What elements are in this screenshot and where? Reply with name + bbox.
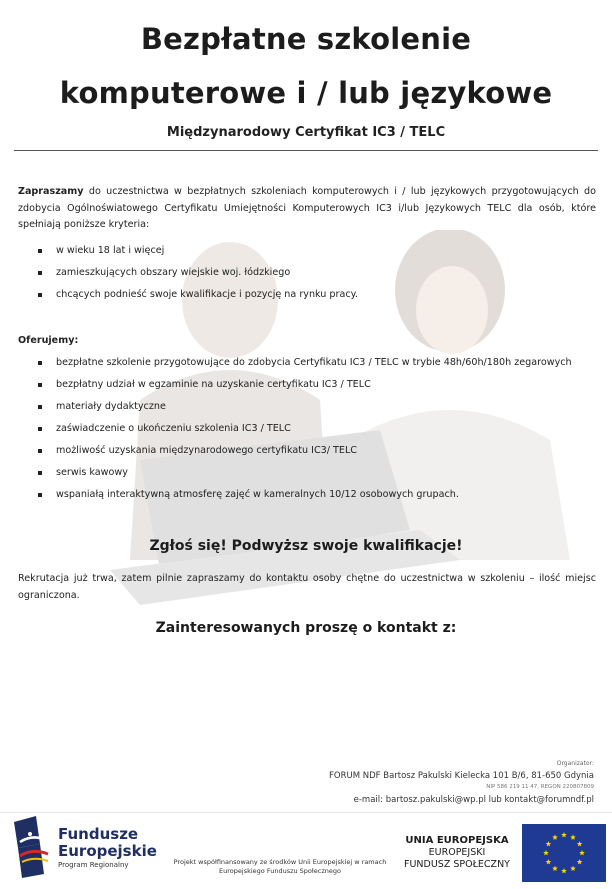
- fe-line1: Fundusze: [58, 825, 139, 843]
- organizer-address: FORUM NDF Bartosz Pakulski Kielecka 101 B/6, 81-650 Gdynia: [329, 771, 594, 781]
- list-item: bezpłatne szkolenie przygotowujące do zdobycia Certyfikatu IC3 / TELC w trybie 48h/60h/180h zegarowych: [38, 352, 598, 374]
- criteria-list: [38, 240, 598, 306]
- organizer-label: Organizator:: [556, 760, 594, 767]
- list-item: wspaniałą interaktywną atmosferę zajęć w kameralnych 10/12 osobowych grupach.: [38, 484, 598, 506]
- header-divider: [14, 150, 598, 151]
- eu-line3: FUNDUSZ SPOŁECZNY: [404, 859, 510, 870]
- intro-paragraph: [18, 184, 596, 234]
- page-title-line1: Bezpłatne szkolenie: [140, 22, 472, 56]
- contact-heading: Zainteresowanych proszę o kontakt z:: [155, 620, 457, 636]
- page-subtitle: Międzynarodowy Certyfikat IC3 / TELC: [166, 125, 446, 140]
- fundusze-europejskie-logo-icon: [10, 814, 52, 880]
- list-item: materiały dydaktyczne: [38, 396, 598, 418]
- fundusze-europejskie-text: [58, 826, 157, 869]
- list-item: w wieku 18 lat i więcej: [38, 240, 598, 262]
- list-item: serwis kawowy: [38, 462, 598, 484]
- organizer-email: e-mail: bartosz.pakulski@wp.pl lub kontakt@forumndf.pl: [353, 795, 594, 805]
- call-to-action: Zgłoś się! Podwyższ swoje kwalifikacje!: [149, 538, 463, 554]
- list-item: bezpłatny udział w egzaminie na uzyskanie certyfikatu IC3 / TELC: [38, 374, 598, 396]
- project-note: Projekt współfinansowany ze środków Unii Europejskiej w ramach Europejskiego Funduszu Społecznego: [173, 858, 387, 875]
- eu-text: [398, 834, 516, 871]
- eu-line2: EUROPEJSKI: [428, 847, 486, 858]
- list-item: chcących podnieść swoje kwalifikacje i pozycję na rynku pracy.: [38, 284, 598, 306]
- list-item: możliwość uzyskania międzynarodowego certyfikatu IC3/ TELC: [38, 440, 598, 462]
- intro-text: do uczestnictwa w bezpłatnych szkoleniach komputerowych i / lub językowych przygotowujących do zdobycia Ogólnoświatowego Certyfikatu Umiejętności Komputerowych IC3 i/lub Językowych TELC dla osób, które spełniają poniższe kryteria:: [18, 186, 596, 230]
- list-item: zaświadczenie o ukończeniu szkolenia IC3 / TELC: [38, 418, 598, 440]
- organizer-nip: NIP 586 219 11 47, REGON 220807809: [486, 784, 594, 790]
- fe-line2: Europejskie: [58, 842, 157, 860]
- recruitment-paragraph: Rekrutacja już trwa, zatem pilnie zapraszamy do kontaktu osoby chętne do uczestnictwa w szkoleniu – ilość miejsc ograniczona.: [18, 573, 596, 601]
- footer-divider: [0, 812, 612, 813]
- list-item: zamieszkujących obszary wiejskie woj. łódzkiego: [38, 262, 598, 284]
- eu-flag-icon: [522, 824, 606, 882]
- fe-line3: Program Regionalny: [58, 861, 129, 869]
- offer-list: [38, 352, 598, 506]
- eu-line1: UNIA EUROPEJSKA: [405, 835, 509, 846]
- intro-lead: Zapraszamy: [18, 186, 84, 197]
- offer-label: Oferujemy:: [18, 335, 79, 346]
- page-title-line2: komputerowe i / lub językowe: [59, 76, 553, 110]
